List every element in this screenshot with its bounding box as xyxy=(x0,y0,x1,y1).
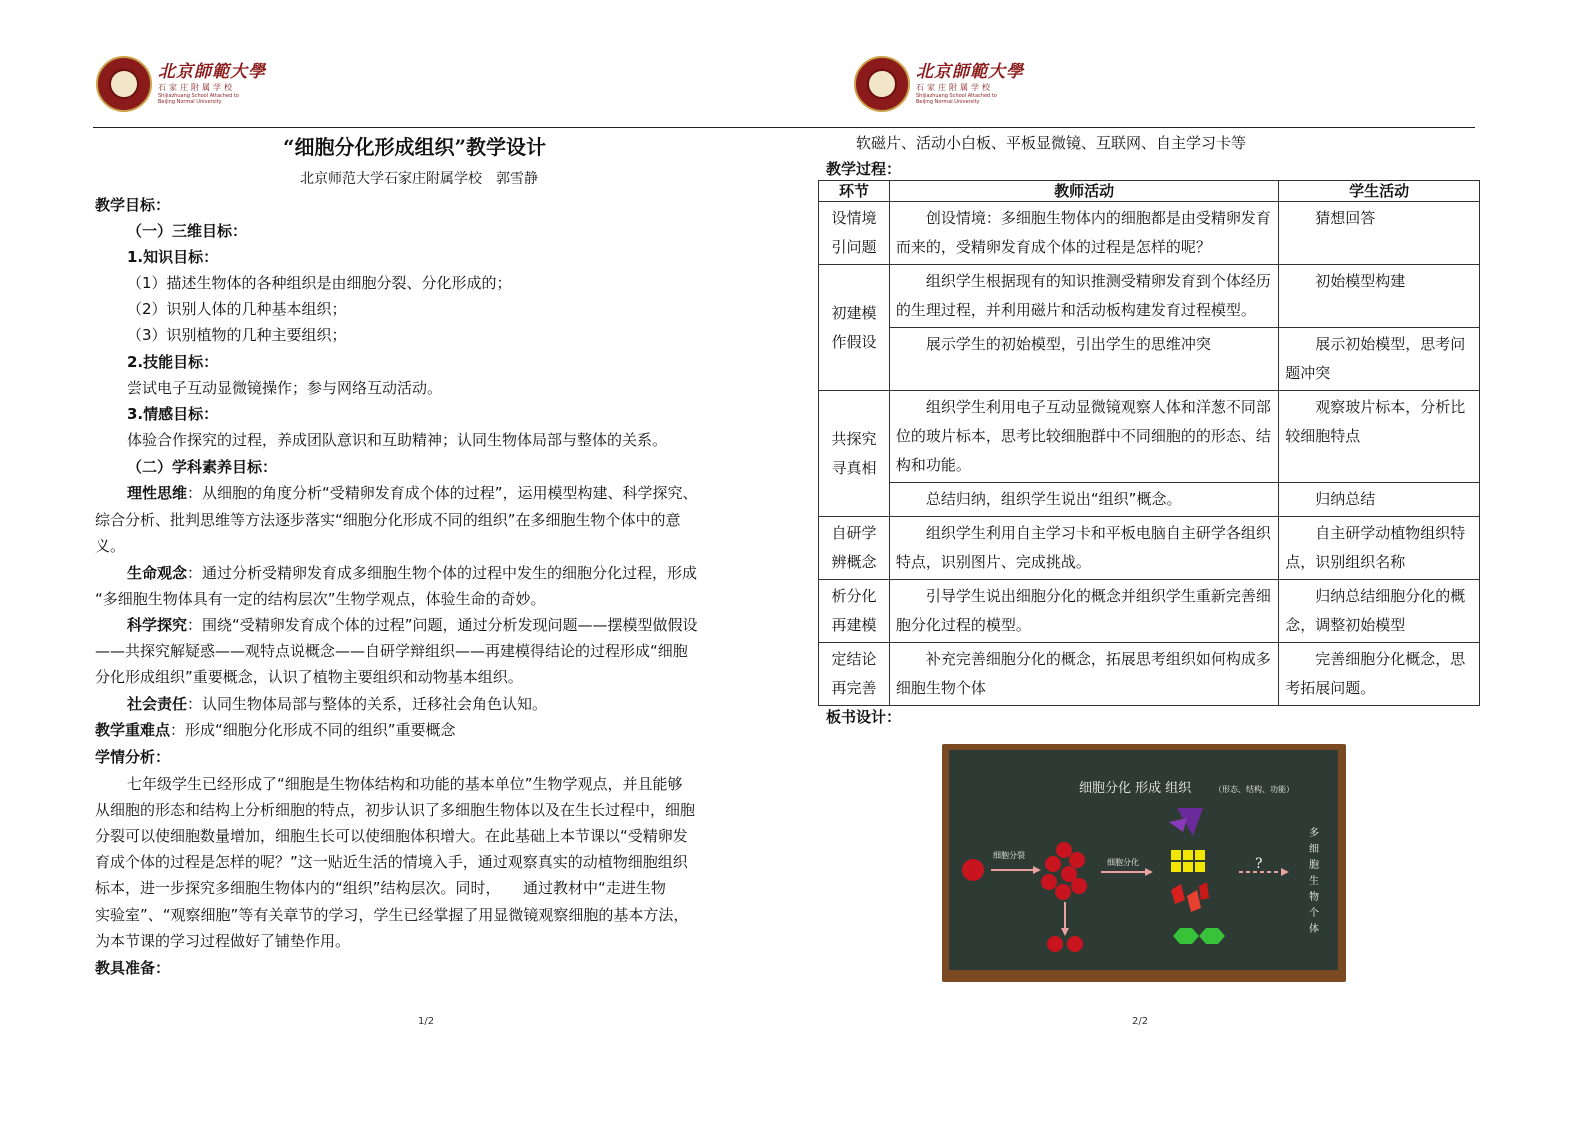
school-seal-icon xyxy=(96,56,152,112)
header-rule xyxy=(794,127,1475,128)
life-line: “多细胞生物体具有一定的结构层次”生物学观点，体验生命的奇妙。 xyxy=(95,590,546,608)
label-differentiation: 细胞分化 xyxy=(1107,858,1139,867)
teaching-process-table xyxy=(818,180,1480,706)
board-vertical-char: 体 xyxy=(1309,924,1319,935)
analysis-heading: 学情分析： xyxy=(95,748,171,766)
skill-text: 尝试电子互动显微镜操作；参与网络互动活动。 xyxy=(127,379,443,397)
yellow-tissue-square xyxy=(1171,850,1181,860)
analysis-line: 标本，进一步探究多细胞生物体内的“组织”结构层次。同时， 通过教材中“走进生物 xyxy=(95,879,666,897)
board-vertical-char: 个 xyxy=(1309,908,1319,919)
analysis-line: 七年级学生已经形成了“细胞是生物体结构和功能的基本单位”生物学观点，并且能够 xyxy=(127,775,683,793)
teacher-activity-cell: 总结归纳，组织学生说出“组织”概念。 xyxy=(889,483,1278,517)
knowledge-item: （2）识别人体的几种基本组织； xyxy=(127,300,347,318)
stage-cell: 析分化 再建模 xyxy=(819,580,890,643)
blackboard-image xyxy=(942,744,1346,982)
page-2 xyxy=(794,0,1588,1123)
analysis-line: 为本节课的学习过程做好了铺垫作用。 xyxy=(95,932,351,950)
explore-paragraph: 科学探究：围绕“受精卵发育成个体的过程”问题，通过分析发现问题——摆模型做假设 xyxy=(127,616,698,634)
header-rule xyxy=(93,127,794,128)
student-activity-cell: 猜想回答 xyxy=(1279,202,1480,265)
cell xyxy=(1041,874,1057,890)
school-logo xyxy=(96,54,276,114)
document-title: “细胞分化形成组织”教学设计 xyxy=(283,135,547,159)
table-row xyxy=(819,202,1480,265)
teacher-activity-cell: 创设情境：多细胞生物体内的细胞都是由受精卵发育而来的，受精卵发育成个体的过程是怎样的呢？ xyxy=(889,202,1278,265)
social-paragraph: 社会责任：认同生物体局部与整体的关系，迁移社会角色认知。 xyxy=(127,695,548,713)
green-tissue-hexagon xyxy=(1173,928,1199,944)
cell xyxy=(1067,936,1083,952)
tools-heading: 教具准备： xyxy=(95,959,171,977)
table-header-row xyxy=(819,181,1480,202)
logo-english-1: Shijiazhuang School Attached to xyxy=(916,92,997,99)
label-division: 细胞分裂 xyxy=(993,851,1025,860)
yellow-tissue-square xyxy=(1195,850,1205,860)
board-vertical-char: 物 xyxy=(1309,892,1319,903)
process-heading: 教学过程： xyxy=(826,160,902,178)
knowledge-item: （1）描述生物体的各种组织是由细胞分裂、分化形成的； xyxy=(127,274,512,292)
board-vertical-char: 细 xyxy=(1309,844,1319,855)
label-question: ? xyxy=(1255,856,1263,872)
table-row xyxy=(819,643,1480,706)
cell xyxy=(1056,842,1072,858)
board-title: 细胞分化 形成 组织 xyxy=(1079,781,1192,796)
cell xyxy=(1045,856,1061,872)
student-activity-cell: 自主研学动植物组织特点，识别组织名称 xyxy=(1279,517,1480,580)
teacher-activity-cell: 组织学生根据现有的知识推测受精卵发育到个体经历的生理过程，并利用磁片和活动板构建发育过程模型。 xyxy=(889,265,1278,328)
zygote-cell xyxy=(962,859,984,881)
cell xyxy=(1071,878,1087,894)
logo-name: 北京師範大學 xyxy=(158,62,266,83)
analysis-line: 实验室”、“观察细胞”等有关章节的学习，学生已经掌握了用显微镜观察细胞的基本方法， xyxy=(95,906,689,924)
stage-cell: 初建模 作假设 xyxy=(819,265,890,391)
explore-line: 分化形成组织”重要概念，认识了植物主要组织和动物基本组织。 xyxy=(95,668,523,686)
blackboard-drawing xyxy=(949,750,1338,970)
rational-line: 义。 xyxy=(95,537,126,555)
literacy-heading: （二）学科素养目标： xyxy=(127,458,278,476)
arrow-down-head xyxy=(1061,928,1069,936)
arrow-division-head xyxy=(1033,866,1041,874)
board-heading: 板书设计： xyxy=(826,708,902,726)
analysis-line: 育成个体的过程是怎样的呢？”这一贴近生活的情境入手，通过观察真实的动植物细胞组织 xyxy=(95,853,688,871)
board-vertical-char: 胞 xyxy=(1309,860,1319,871)
stage-cell: 设情境 引问题 xyxy=(819,202,890,265)
emotion-heading: 3.情感目标： xyxy=(127,405,219,423)
yellow-tissue-square xyxy=(1183,862,1193,872)
student-activity-cell: 观察玻片标本，分析比较细胞特点 xyxy=(1279,391,1480,483)
cell xyxy=(1047,936,1063,952)
green-tissue-hexagon xyxy=(1199,928,1225,944)
header-student: 学生活动 xyxy=(1279,181,1480,202)
student-activity-cell: 初始模型构建 xyxy=(1279,265,1480,328)
teacher-activity-cell: 组织学生利用电子互动显微镜观察人体和洋葱不同部位的玻片标本，思考比较细胞群中不同细胞的的形态、结构和功能。 xyxy=(889,391,1278,483)
table-row xyxy=(819,328,1480,391)
objectives-heading: 教学目标： xyxy=(95,196,171,214)
board-title-note: （形态、结构、功能） xyxy=(1214,785,1294,794)
board-vertical-char: 生 xyxy=(1309,876,1319,887)
red-tissue-shape xyxy=(1199,882,1209,900)
skill-heading: 2.技能目标： xyxy=(127,353,219,371)
page-number: 2/2 xyxy=(1132,1016,1149,1027)
logo-name: 北京師範大學 xyxy=(916,62,1024,83)
table-row xyxy=(819,580,1480,643)
key-paragraph: 教学重难点：形成“细胞分化形成不同的组织”重要概念 xyxy=(95,721,456,739)
stage-cell: 自研学 辨概念 xyxy=(819,517,890,580)
logo-subtitle: 石家庄附属学校 xyxy=(158,82,235,92)
knowledge-item: （3）识别植物的几种主要组织； xyxy=(127,326,347,344)
teacher-activity-cell: 引导学生说出细胞分化的概念并组织学生重新完善细胞分化过程的模型。 xyxy=(889,580,1278,643)
header-teacher: 教师活动 xyxy=(889,181,1278,202)
yellow-tissue-square xyxy=(1195,862,1205,872)
analysis-line: 从细胞的形态和结构上分析细胞的特点，初步认识了多细胞生物体以及在生长过程中，细胞 xyxy=(95,801,696,819)
arrow-question-head xyxy=(1281,868,1289,876)
header-stage: 环节 xyxy=(819,181,890,202)
logo-english-2: Beijing Normal University xyxy=(916,98,980,105)
arrow-differentiation-head xyxy=(1145,868,1153,876)
board-vertical-text xyxy=(1309,827,1319,935)
logo-english-1: Shijiazhuang School Attached to xyxy=(158,92,239,99)
table-row xyxy=(819,391,1480,483)
teacher-activity-cell: 展示学生的初始模型，引出学生的思维冲突 xyxy=(889,328,1278,391)
rational-line: 综合分析、批判思维等方法逐步落实“细胞分化形成不同的组织”在多细胞生物个体中的意 xyxy=(95,511,681,529)
table-row xyxy=(819,483,1480,517)
school-logo xyxy=(854,54,1034,114)
explore-line: ——共探究解疑惑——观特点说概念——自研学辩组织——再建模得结论的过程形成“细胞 xyxy=(95,642,688,660)
rational-paragraph: 理性思维：从细胞的角度分析“受精卵发育成个体的过程”，运用模型构建、科学探究、 xyxy=(127,484,698,502)
three-dim-heading: （一）三维目标： xyxy=(127,222,248,240)
logo-subtitle: 石家庄附属学校 xyxy=(916,82,993,92)
student-activity-cell: 归纳总结细胞分化的概念，调整初始模型 xyxy=(1279,580,1480,643)
student-activity-cell: 归纳总结 xyxy=(1279,483,1480,517)
logo-english-2: Beijing Normal University xyxy=(158,98,222,105)
tools-text: 软磁片、活动小白板、平板显微镜、互联网、自主学习卡等 xyxy=(856,134,1247,152)
cell xyxy=(1055,884,1071,900)
life-paragraph: 生命观念：通过分析受精卵发育成多细胞生物个体的过程中发生的细胞分化过程，形成 xyxy=(127,564,698,582)
emotion-text: 体验合作探究的过程，养成团队意识和互助精神；认同生物体局部与整体的关系。 xyxy=(127,431,668,449)
red-tissue-shape xyxy=(1187,890,1201,912)
analysis-line: 分裂可以使细胞数量增加，细胞生长可以使细胞体积增大。在此基础上本节课以“受精卵发 xyxy=(95,827,688,845)
stage-cell: 共探究 寻真相 xyxy=(819,391,890,517)
school-seal-icon xyxy=(854,56,910,112)
page-number: 1/2 xyxy=(418,1016,435,1027)
yellow-tissue-square xyxy=(1171,862,1181,872)
purple-tissue-shape xyxy=(1169,818,1187,832)
table-row xyxy=(819,265,1480,328)
student-activity-cell: 完善细胞分化概念，思考拓展问题。 xyxy=(1279,643,1480,706)
table-row xyxy=(819,517,1480,580)
board-vertical-char: 多 xyxy=(1309,828,1319,839)
cell xyxy=(1069,852,1085,868)
knowledge-heading: 1.知识目标： xyxy=(127,248,219,266)
student-activity-cell: 展示初始模型，思考问题冲突 xyxy=(1279,328,1480,391)
blackboard-surface xyxy=(949,750,1338,970)
teacher-activity-cell: 组织学生利用自主学习卡和平板电脑自主研学各组织特点，识别图片、完成挑战。 xyxy=(889,517,1278,580)
red-tissue-shape xyxy=(1171,884,1185,904)
author-line: 北京师范大学石家庄附属学校 郭雪静 xyxy=(300,171,538,187)
teacher-activity-cell: 补充完善细胞分化的概念，拓展思考组织如何构成多细胞生物个体 xyxy=(889,643,1278,706)
yellow-tissue-square xyxy=(1183,850,1193,860)
stage-cell: 定结论 再完善 xyxy=(819,643,890,706)
